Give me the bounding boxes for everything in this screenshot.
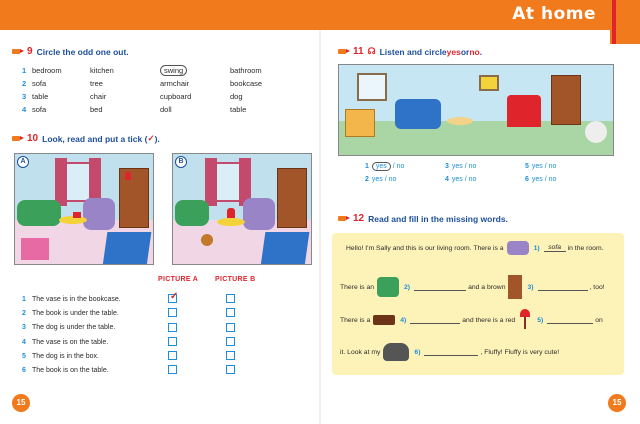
tick-row: 6 The book is on the table. [22, 363, 262, 377]
yes-no-item: 4 yes / no [445, 176, 477, 183]
word-option[interactable]: dog [230, 92, 243, 101]
yes-no-item: 6 yes / no [525, 176, 557, 183]
answer-blank-5[interactable] [547, 316, 593, 324]
box [103, 232, 152, 265]
book [73, 212, 81, 218]
no-option[interactable]: no [468, 163, 477, 170]
yes-no-grid [365, 160, 615, 186]
tick-box-b[interactable] [226, 337, 235, 346]
window [357, 73, 387, 101]
picture-a-label: A [17, 156, 29, 168]
no-option[interactable]: no [548, 163, 557, 170]
answer-blank-4[interactable] [410, 316, 460, 324]
no-option[interactable]: no [388, 176, 397, 183]
yes-no-item: 5 yes / no [525, 163, 557, 170]
tick-row: 4 The vase is on the table. [22, 335, 262, 349]
picture-b [172, 153, 312, 265]
tick-box-a[interactable] [168, 291, 179, 303]
yes-option[interactable]: yes [451, 176, 463, 183]
tick-box-a[interactable] [168, 323, 177, 332]
word-option[interactable]: kitchen [90, 66, 114, 75]
yes-no-item: 3 yes / no [445, 163, 477, 170]
tick-row: 2 The book is under the table. [22, 306, 262, 320]
tick-box-b[interactable] [226, 294, 235, 303]
page-number-left: 15 [12, 394, 30, 412]
word-option[interactable]: bed [90, 105, 103, 114]
word-option[interactable]: doll [160, 105, 172, 114]
pink-box [21, 238, 49, 260]
fill-line-2: There is an 2) and a brown 3) , too! [340, 275, 605, 299]
table-icon [373, 315, 395, 325]
bookcase [551, 75, 581, 125]
tick-mark: ✓ [170, 291, 179, 302]
column-picture-b: PICTURE B [215, 276, 256, 283]
answer-blank-1[interactable]: sofa [544, 244, 566, 252]
page-number-right: 15 [608, 394, 626, 412]
fill-in-box [332, 233, 624, 375]
curtain [205, 158, 217, 206]
yes-option[interactable]: yes [451, 163, 463, 170]
word-option[interactable]: sofa [32, 79, 47, 88]
picture-b-label: B [175, 156, 187, 168]
yes-option[interactable]: yes [531, 176, 543, 183]
fill-line-3: There is a 4) and there is a red 5) on [340, 309, 603, 331]
tick-box-b[interactable] [226, 365, 235, 374]
tick-row: 5 The dog is in the box. [22, 349, 262, 363]
word-option[interactable]: armchair [160, 79, 190, 88]
word-option[interactable]: sofa [32, 105, 47, 114]
odd-one-out-grid [22, 64, 312, 116]
unit-title: At home [512, 4, 596, 24]
green-sofa [175, 200, 209, 226]
headphones-icon: ☊ [367, 46, 376, 56]
table [447, 117, 473, 125]
tick-box-b[interactable] [226, 323, 235, 332]
yes-option[interactable]: yes [531, 163, 543, 170]
word-option[interactable]: bookcase [230, 79, 263, 88]
odd-row: 3 table chair cupboard dog [22, 90, 312, 103]
header-bookmark [612, 0, 616, 44]
pencil-icon [12, 48, 23, 55]
odd-row: 1 bedroom kitchen swing bathroom [22, 64, 312, 77]
bookcase-icon [508, 275, 522, 299]
sofa-icon [507, 241, 529, 255]
table [217, 218, 245, 226]
ex9-heading: 9 Circle the odd one out. [12, 46, 129, 57]
word-option[interactable]: bathroom [230, 66, 262, 75]
box [261, 232, 310, 265]
green-sofa [17, 200, 61, 226]
bookcase [277, 168, 307, 228]
word-option[interactable]: table [32, 92, 49, 101]
yes-option-circled[interactable]: yes [372, 162, 391, 171]
answer-blank-3[interactable] [538, 283, 588, 291]
tick-box-a[interactable] [168, 351, 177, 360]
no-option[interactable]: no [468, 176, 477, 183]
tick-row: 1 The vase is in the bookcase. ✓ [22, 292, 262, 306]
word-option[interactable]: table [230, 105, 247, 114]
armchair [83, 198, 115, 230]
word-option[interactable]: chair [90, 92, 107, 101]
word-option[interactable]: tree [90, 79, 103, 88]
cat [585, 121, 607, 143]
floor [339, 121, 614, 156]
listening-picture [338, 64, 614, 156]
tick-box-a[interactable] [168, 365, 177, 374]
odd-row: 2 sofa tree armchair bookcase [22, 77, 312, 90]
answer-blank-2[interactable] [414, 283, 466, 291]
picture-frame [479, 75, 499, 91]
cat-icon [383, 343, 409, 361]
no-option[interactable]: no [396, 163, 405, 170]
picture-a [14, 153, 154, 265]
tick-box-b[interactable] [226, 308, 235, 317]
ex11-heading: 11 ☊ Listen and circle yes or no . [338, 46, 482, 57]
vase [125, 172, 131, 180]
answer-blank-6[interactable] [424, 348, 478, 356]
sofa [395, 99, 441, 129]
bookcase [119, 168, 149, 228]
odd-row: 4 sofa bed doll table [22, 103, 312, 116]
word-option-circled[interactable]: swing [160, 65, 230, 76]
page-spine [319, 30, 321, 424]
yes-no-row [365, 160, 615, 173]
word-option[interactable]: bedroom [32, 66, 62, 75]
pencil-icon [12, 135, 23, 142]
tick-box-a[interactable] [168, 308, 177, 317]
pencil-icon [338, 215, 349, 222]
curtain [55, 158, 67, 206]
pencil-icon [338, 48, 349, 55]
armchair-icon [377, 277, 399, 297]
fill-line-4: it. Look at my 6) , Fluffy! Fluffy is very cute! [340, 343, 559, 361]
bed [507, 95, 541, 127]
vase [227, 208, 235, 218]
tick-box-a[interactable] [168, 337, 177, 346]
yes-option[interactable]: yes [371, 176, 383, 183]
lamp-shade [520, 309, 530, 317]
tick-box-b[interactable] [226, 351, 235, 360]
cupboard [345, 109, 375, 137]
tick-row: 3 The dog is under the table. [22, 321, 262, 335]
yes-no-item: 1 yes / no [365, 163, 405, 170]
lamp-stand [524, 317, 526, 329]
dog [201, 234, 213, 246]
armchair [243, 198, 275, 230]
yes-no-row [365, 173, 615, 186]
fill-line-1: Hello! I'm Sally and this is our living room. There is a 1) sofa in the room. [346, 241, 604, 255]
lamp-icon [518, 309, 532, 331]
word-option[interactable]: cupboard [160, 92, 192, 101]
ex12-heading: 12 Read and fill in the missing words. [338, 213, 508, 224]
tick-table [22, 292, 262, 378]
yes-no-item: 2 yes / no [365, 176, 397, 183]
column-picture-a: PICTURE A [158, 276, 199, 283]
no-option[interactable]: no [548, 176, 557, 183]
ex10-heading: 10 Look, read and put a tick ( ✓ ). [12, 133, 160, 144]
